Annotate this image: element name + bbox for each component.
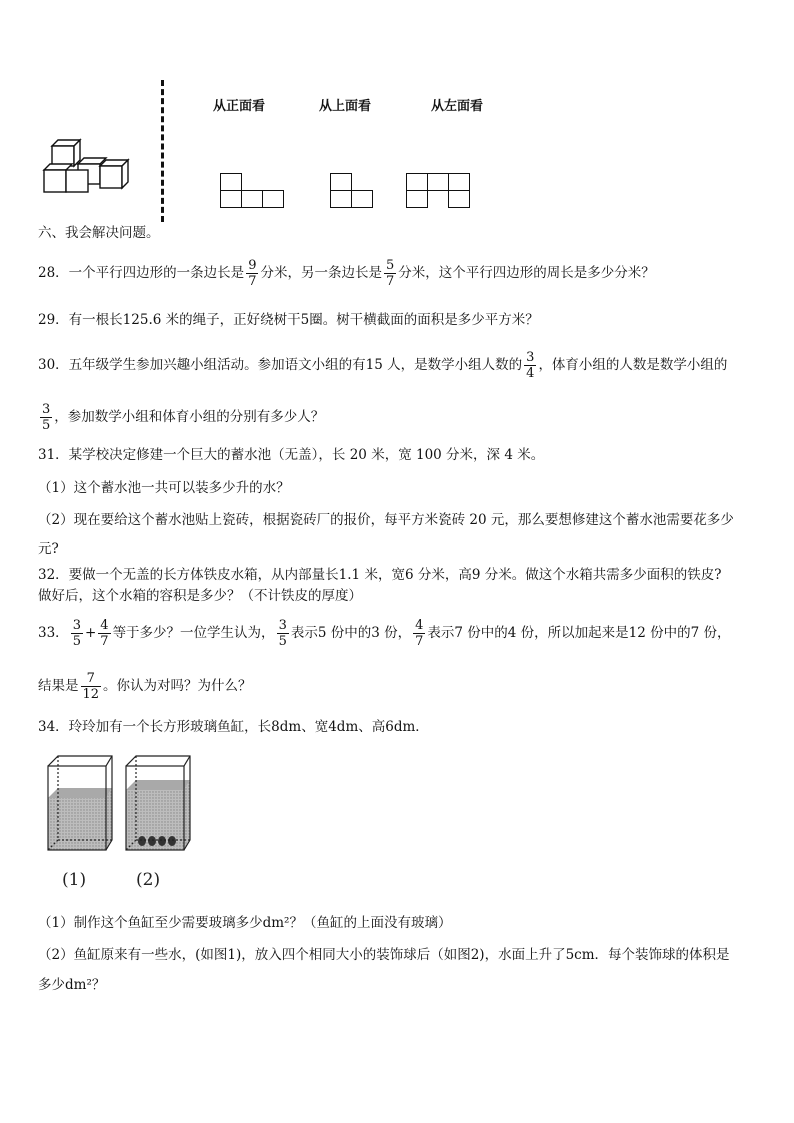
fraction: $\frac{9}{7}$ <box>248 258 257 289</box>
fraction: $\frac{3}{5}$ <box>42 402 51 433</box>
view-label-front: 从正面看 <box>213 99 266 114</box>
cube-figure <box>40 138 140 198</box>
figure-2-caption: (2) <box>136 870 161 890</box>
fraction: $\frac{5}{7}$ <box>385 258 395 289</box>
question-34-part2-cont: 多少dm²？ <box>38 977 106 993</box>
section-heading: 六、我会解决问题。 <box>38 225 160 241</box>
question-31-part1: （1）这个蓄水池一共可以装多少升的水？ <box>38 480 290 496</box>
question-32: 32．要做一个无盖的长方体铁皮水箱，从内部量长1.1 米，宽6 分米，高9 分米。做这个水箱共需多少面积的铁皮? <box>38 567 722 583</box>
question-31-part2: （2）现在要给这个蓄水池贴上瓷砖，根据瓷砖厂的报价，每平方米瓷砖 20 元，那么要想修建这个蓄水池需要花多少 <box>38 512 734 528</box>
fish-tank-figure-1 <box>44 752 116 854</box>
fish-tank-figure-2 <box>122 752 194 854</box>
fraction: $\frac{3}{4}$ <box>526 350 535 381</box>
fraction: $\frac{4}{7}$ <box>415 618 424 649</box>
question-34-part1: （1）制作这个鱼缸至少需要玻璃多少dm²？（鱼缸的上面没有玻璃） <box>38 915 452 931</box>
fraction: $\frac{3}{5}$ <box>278 618 287 649</box>
question-34: 34．玲玲加有一个长方形玻璃鱼缸，长8dm、宽4dm、高6dm． <box>38 719 429 735</box>
view-label-top: 从上面看 <box>319 99 372 114</box>
question-28: 28．一个平行四边形的一条边长是 $\frac{9}{7}$ 分米，另一条边长是 $\frac{5}{7}$ 分米，这个平行四边形的周长是多少分米？ <box>38 258 655 289</box>
question-32-cont: 做好后，这个水箱的容积是多少？（不计铁皮的厚度） <box>38 588 362 604</box>
question-30-line2: $\frac{3}{5}$ ，参加数学小组和体育小组的分别有多少人？ <box>42 402 325 433</box>
fraction: $\frac{7}{12}$ <box>82 671 100 702</box>
view-label-left: 从左面看 <box>431 99 484 114</box>
question-31-part2-cont: 元? <box>38 541 59 557</box>
fraction: $\frac{3}{5}$ <box>72 618 81 649</box>
question-29: 29．有一根长125.6 米的绳子，正好绕树干5圈。树干横截面的面积是多少平方米？ <box>38 312 539 328</box>
question-30-line1: 30．五年级学生参加兴趣小组活动。参加语文小组的有15 人，是数学小组人数的 $\frac{3}{4}$ ，体育小组的人数是数学小组的 <box>38 350 728 381</box>
question-33-line1: 33． $\frac{3}{5}$ + $\frac{4}{7}$ 等于多少？一位学生认为， $\frac{3}{5}$ 表示5 份中的3 份， $\frac{4}{7}$ 表示7 份中的4 份，所以加起来是12 份中的7 份， <box>38 618 731 649</box>
question-31: 31．某学校决定修建一个巨大的蓄水池（无盖），长 20 米，宽 100 分米，深 4 米。 <box>38 447 545 463</box>
dashed-divider <box>161 80 164 222</box>
question-34-part2: （2）鱼缸原来有一些水，(如图1)，放入四个相同大小的装饰球后（如图2)，水面上升了5cm．每个装饰球的体积是 <box>38 947 730 963</box>
question-33-line2: 结果是 $\frac{7}{12}$ 。你认为对吗？为什么？ <box>38 671 252 702</box>
fraction: $\frac{4}{7}$ <box>100 618 109 649</box>
figure-1-caption: (1) <box>62 870 87 890</box>
